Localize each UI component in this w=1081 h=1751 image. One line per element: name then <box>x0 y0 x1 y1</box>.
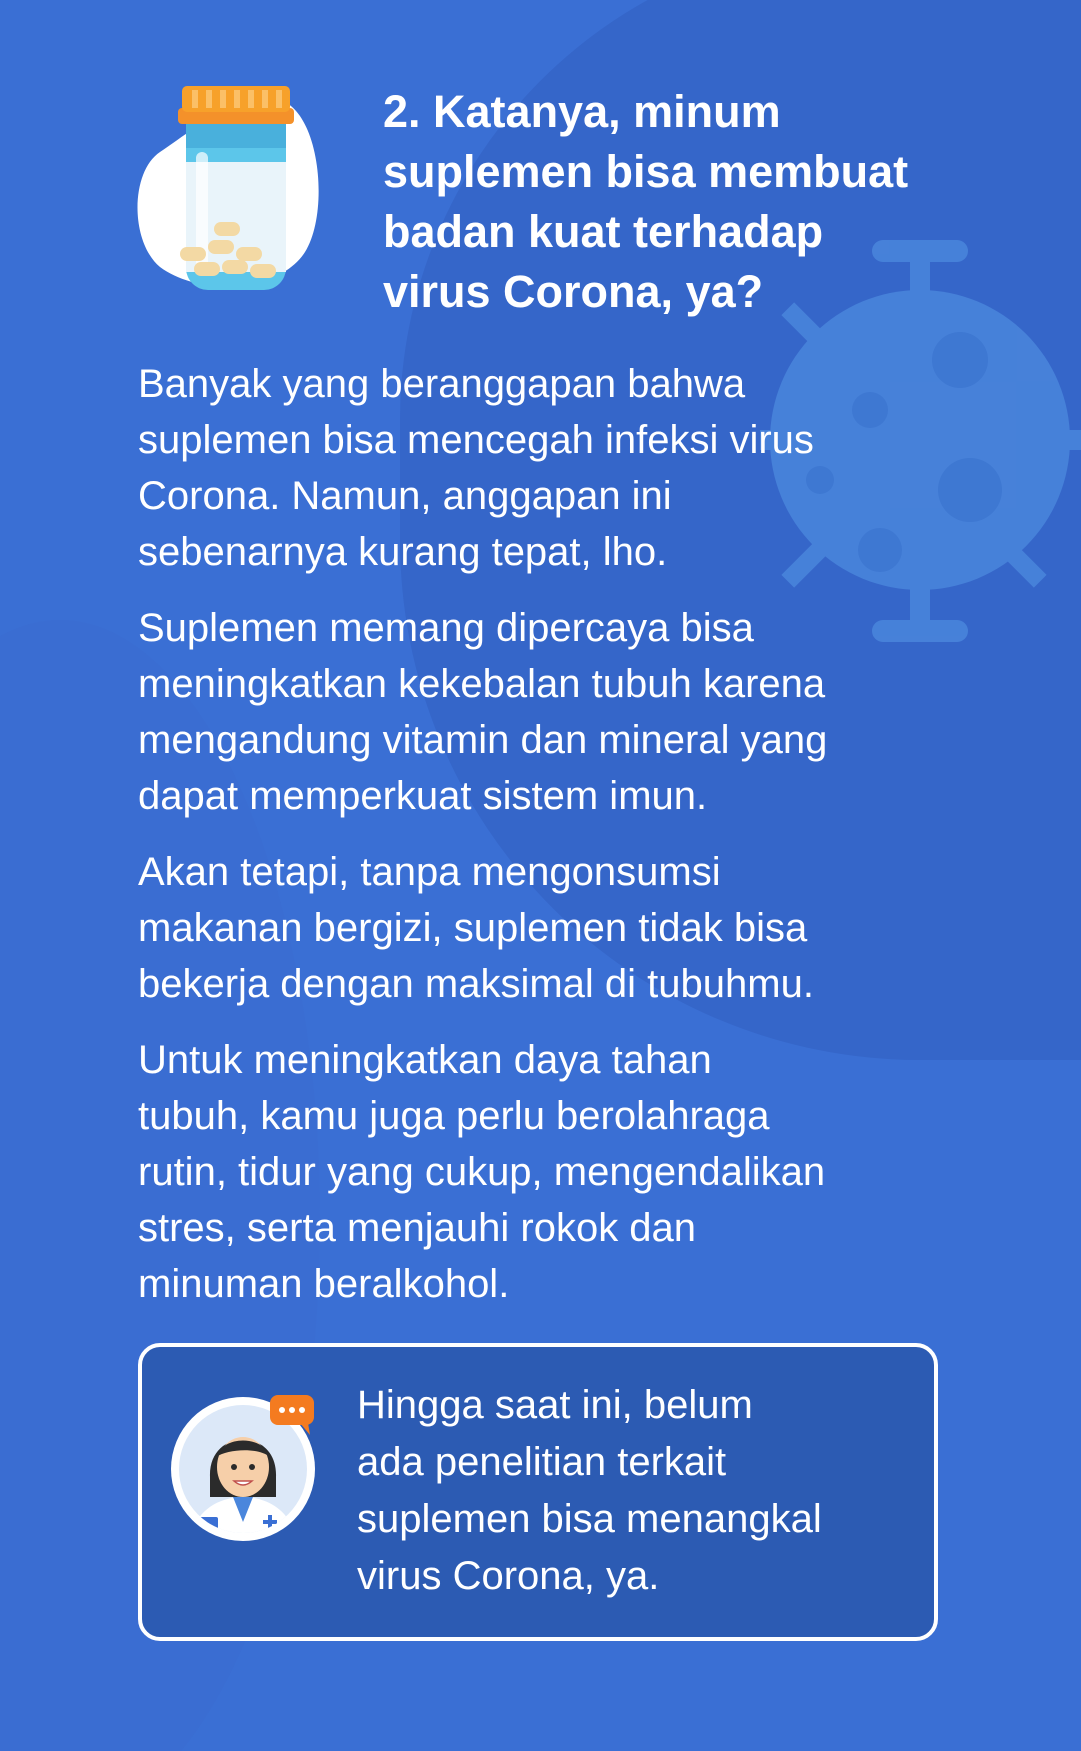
paragraph-4: Untuk meningkatkan daya tahan tubuh, kamu juga perlu berolahraga rutin, tidur yang cukup, mengendalikan stres, serta menjauhi rokok dan minuman beralkohol. <box>138 1038 826 1306</box>
page-title: 2. Katanya, minum suplemen bisa membuat badan kuat terhadap virus Corona, ya? <box>383 86 909 317</box>
paragraph-2: Suplemen memang dipercaya bisa meningkatkan kekebalan tubuh karena mengandung vitamin dan mineral yang dapat memperkuat sistem imun. <box>138 606 828 818</box>
doctor-note-text: Hingga saat ini, belum ada penelitian terkait suplemen bisa menangkal virus Corona, ya. <box>357 1383 822 1598</box>
paragraph-3: Akan tetapi, tanpa mengonsumsi makanan bergizi, suplemen tidak bisa bekerja dengan maksimal di tubuhmu. <box>138 850 814 1006</box>
supplement-bottle-icon <box>130 82 330 292</box>
doctor-note-box <box>138 1343 938 1641</box>
paragraph-1: Banyak yang beranggapan bahwa suplemen bisa mencegah infeksi virus Corona. Namun, anggapan ini sebenarnya kurang tepat, lho. <box>138 362 814 574</box>
body-text <box>138 356 1038 1332</box>
chat-bubble-icon <box>268 1393 318 1437</box>
